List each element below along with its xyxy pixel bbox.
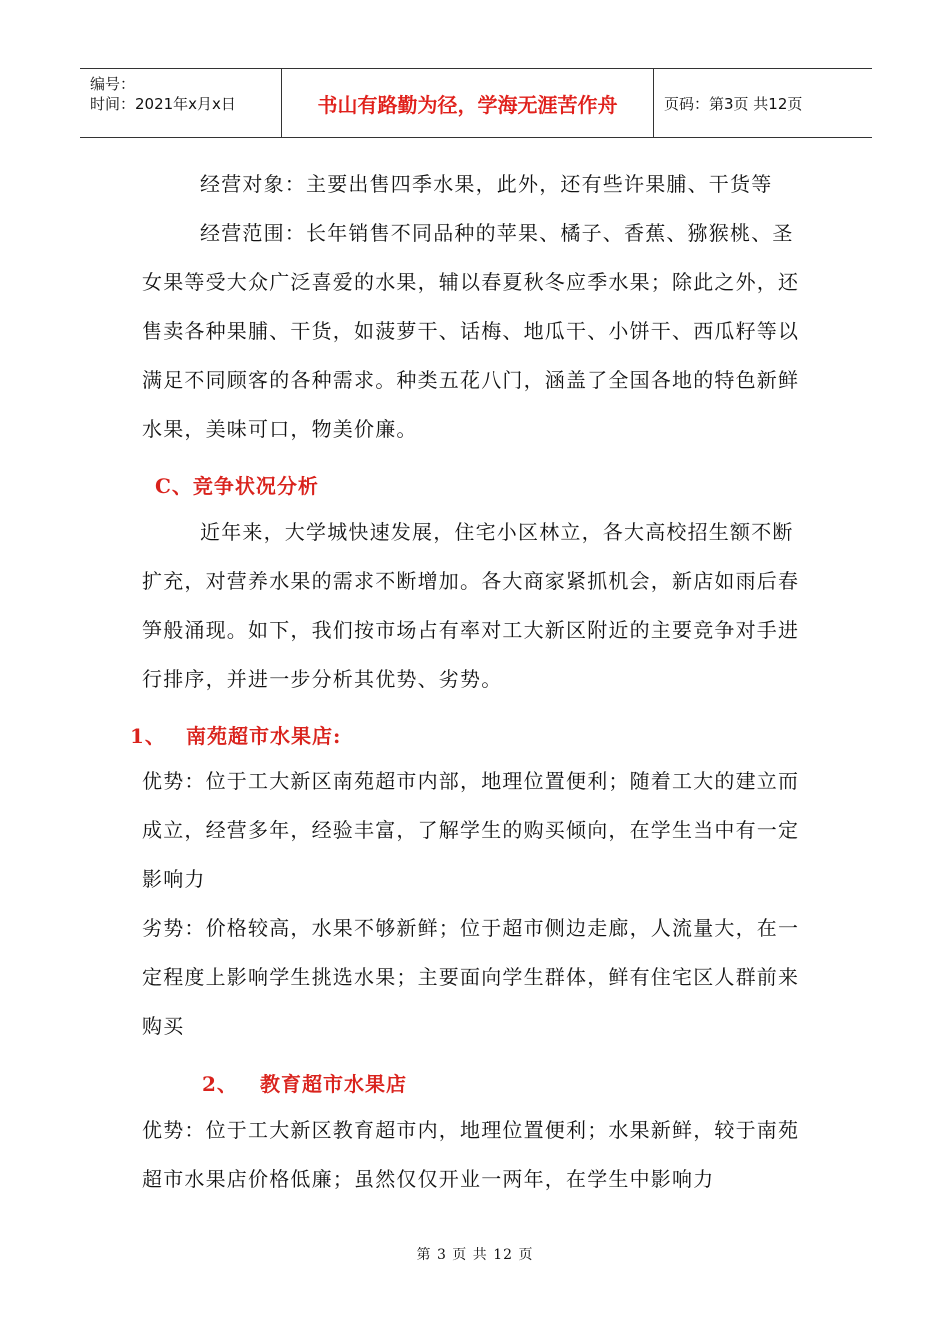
header-page-label: 页码：第3页 共12页 [664,94,803,113]
header-info-cell [80,69,282,137]
competitor-2-title: 教育超市水果店 [260,1072,407,1096]
page-header [80,68,872,138]
competition-intro-paragraph: 近年来，大学城快速发展，住宅小区林立，各大高校招生额不断扩充，对营养水果的需求不断增加。各大商家紧抓机会，新店如雨后春笋般涌现。如下，我们按市场占有率对工大新区附近的主要竞争对手进行排序，并进一步分析其优势、劣势。 [142,520,800,691]
competitor-1-title: 南苑超市水果店: [186,724,342,748]
header-motto: 书山有路勤为径，学海无涯苦作舟 [317,92,618,117]
document-number-label: 编号： [90,75,136,93]
header-page-cell [654,69,872,137]
document-date-label: 时间：2021年x月x日 [90,95,236,113]
section-heading-competition: C、竞争状况分析 [155,474,319,498]
page-footer: 第 3 页 共 12 页 [416,1247,534,1263]
competitor-1-advantages: 优势：位于工大新区南苑超市内部，地理位置便利；随着工大的建立而成立，经营多年，经验丰富，了解学生的购买倾向，在学生当中有一定影响力 [142,769,800,891]
business-scope-paragraph: 经营范围：长年销售不同品种的苹果、橘子、香蕉、猕猴桃、圣女果等受大众广泛喜爱的水果，辅以春夏秋冬应季水果；除此之外，还售卖各种果脯、干货，如菠萝干、话梅、地瓜干、小饼干、西瓜籽等以满足不同顾客的各种需求。种类五花八门，涵盖了全国各地的特色新鲜水果，美味可口，物美价廉。 [142,221,800,441]
competitor-2-number: 2、 [202,1072,238,1096]
competitor-2-advantages: 优势：位于工大新区教育超市内，地理位置便利；水果新鲜，较于南苑超市水果店价格低廉；虽然仅仅开业一两年，在学生中影响力 [142,1118,800,1191]
business-object-paragraph: 经营对象：主要出售四季水果，此外，还有些许果脯、干货等 [200,172,773,196]
header-motto-cell [282,69,654,137]
competitor-1-number: 1、 [130,724,166,748]
competitor-1-disadvantages: 劣势：价格较高，水果不够新鲜；位于超市侧边走廊，人流量大，在一定程度上影响学生挑选水果；主要面向学生群体，鲜有住宅区人群前来购买 [142,916,800,1038]
